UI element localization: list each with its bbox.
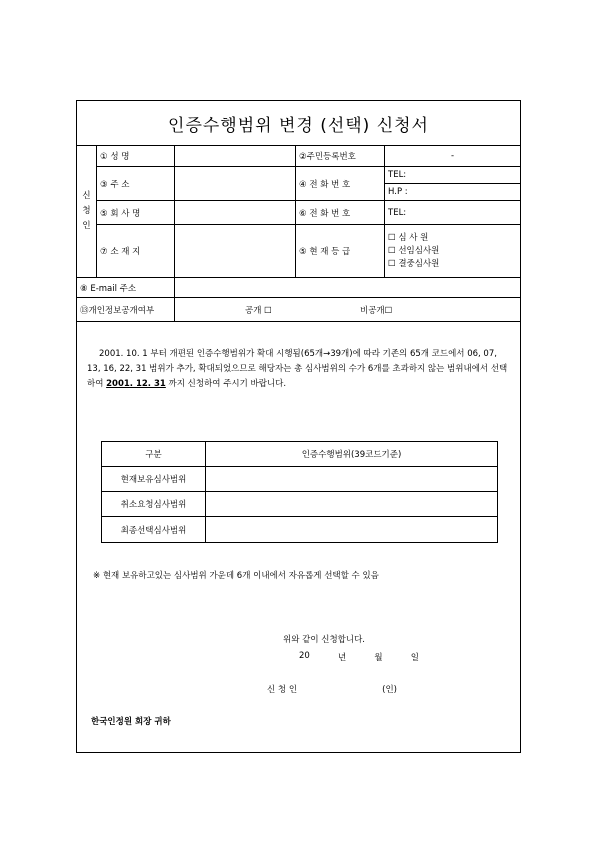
resident-no-label: ②주민등록번호 xyxy=(296,145,385,167)
table-row-value[interactable] xyxy=(206,492,497,516)
location-label: ⑦ 소 재 지 xyxy=(97,225,175,278)
email-field[interactable] xyxy=(175,278,520,298)
grade-option-lead-auditor[interactable]: ☐ 결중심사원 xyxy=(388,258,440,269)
page-title: 인증수행범위 변경 (선택) 신청서 xyxy=(168,115,429,136)
name-field[interactable] xyxy=(175,145,296,167)
phone2-label: ⑥ 전 화 번 호 xyxy=(296,201,385,225)
address-field[interactable] xyxy=(175,167,296,201)
grade-option-auditor[interactable]: ☐ 심 사 원 xyxy=(388,232,429,243)
applicant-char-1: 신 xyxy=(82,190,91,201)
apply-statement: 위와 같이 신청합니다. xyxy=(283,635,366,645)
seal-mark: (인) xyxy=(382,685,397,695)
grade-label: ⑤ 현 재 등 급 xyxy=(296,225,385,278)
disclose-yes-option[interactable]: 공개 ☐ xyxy=(245,305,272,316)
disclose-no-option[interactable]: 비공개☐ xyxy=(360,305,393,316)
applicant-char-2: 청 xyxy=(82,205,91,216)
title-row xyxy=(77,101,520,146)
applicant-form xyxy=(77,145,520,322)
application-document xyxy=(76,100,521,753)
applicant-sign-label: 신 청 인 xyxy=(267,685,298,695)
company-field[interactable] xyxy=(175,201,296,225)
signature-line xyxy=(267,683,397,695)
tel2-field[interactable]: TEL: xyxy=(385,201,520,225)
applicant-vertical-label xyxy=(77,145,97,278)
instruction-part-2: 까지 신청하여 주시기 바랍니다. xyxy=(165,379,287,389)
table-header-scope: 인증수행범위(39코드기준) xyxy=(301,450,402,460)
instruction-part-1: 2001. 10. 1 부터 개편된 인증수행범위가 확대 시행됨(65개→39개)에 따라 기존의 65개 코드에서 06, 07, 13, 16, 22, 31 범위가 추가, 확대되었으므로 해당자는 총 심사범위의 수가 6개를 초과하지 않는 범위내에서 선택하여 xyxy=(87,349,508,389)
disclosure-label: ⑬개인정보공개여부 xyxy=(77,298,175,321)
address-label: ③ 주 소 xyxy=(97,167,175,201)
grade-options xyxy=(385,225,520,278)
grade-option-senior-auditor[interactable]: ☐ 선임심사원 xyxy=(388,245,440,256)
instruction-text xyxy=(87,347,511,392)
table-header-category: 구분 xyxy=(102,442,206,466)
addressee: 한국인정원 회장 귀하 xyxy=(91,717,171,727)
table-row xyxy=(102,517,497,542)
table-row xyxy=(102,492,497,517)
table-row-value[interactable] xyxy=(206,467,497,491)
note-text: ※ 현재 보유하고있는 심사범위 가운데 6개 이내에서 자유롭게 선택할 수 있음 xyxy=(93,571,379,581)
disclosure-options xyxy=(175,298,520,321)
applicant-char-3: 인 xyxy=(82,220,91,231)
table-row xyxy=(102,467,497,492)
location-field[interactable] xyxy=(175,225,296,278)
phone1-label: ④ 전 화 번 호 xyxy=(296,167,385,201)
date-year-unit: 년 xyxy=(338,653,347,663)
scope-table xyxy=(101,441,498,543)
table-row-label: 취소요청심사범위 xyxy=(102,492,206,516)
table-row-label: 현재보유심사범위 xyxy=(102,467,206,491)
deadline-date: 2001. 12. 31 xyxy=(106,379,166,389)
company-label: ⑤ 회 사 명 xyxy=(97,201,175,225)
table-header-row xyxy=(102,442,497,467)
table-row-value[interactable] xyxy=(206,517,497,542)
date-year: 20 xyxy=(299,651,310,661)
tel-field[interactable]: TEL: xyxy=(385,167,520,184)
name-label: ① 성 명 xyxy=(97,145,175,167)
date-day-unit: 일 xyxy=(410,653,419,663)
date-month-unit: 월 xyxy=(374,653,383,663)
date-line xyxy=(299,651,419,663)
table-row-label: 최종선택심사범위 xyxy=(102,517,206,542)
hp-field[interactable]: H.P : xyxy=(385,184,520,201)
email-label: ⑧ E-mail 주소 xyxy=(77,278,175,298)
resident-no-field[interactable]: - xyxy=(385,145,520,167)
